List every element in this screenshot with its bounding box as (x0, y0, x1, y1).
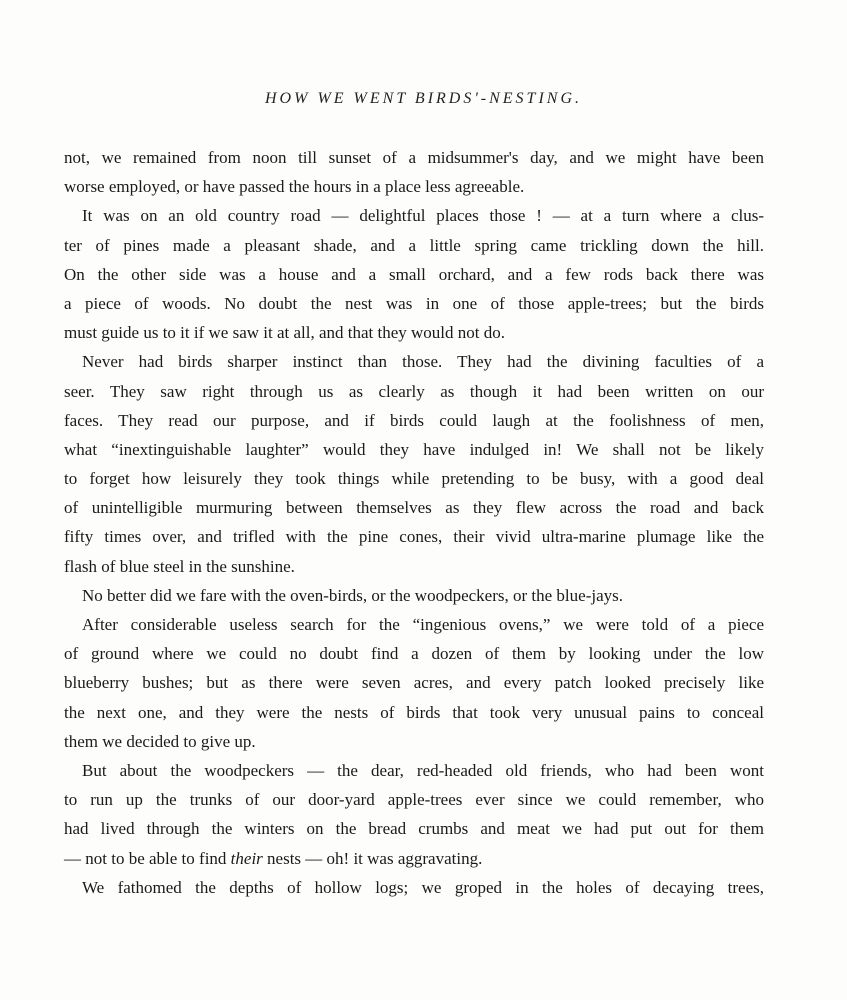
text-line: Never had birds sharper instinct than those. They had the divining faculties of a (82, 352, 764, 372)
text-line: flash of blue steel in the sunshine. (64, 556, 295, 576)
text-line: We fathomed the depths of hollow logs; we groped in the holes of decaying trees, (82, 877, 764, 897)
running-head: HOW WE WENT BIRDS'-NESTING. (265, 90, 582, 107)
text-line: faces. They read our purpose, and if birds could laugh at the foolishness of men, (64, 410, 764, 430)
text-line: had lived through the winters on the bread crumbs and meat we had put out for them (64, 819, 764, 839)
text-segment: nests — oh! it was aggravating. (262, 848, 483, 868)
text-line: blueberry bushes; but as there were seven acres, and every patch looked precisely like (64, 673, 764, 693)
text-line: fifty times over, and trifled with the pine cones, their vivid ultra-marine plumage like the (64, 527, 764, 547)
text-line: seer. They saw right through us as clearly as though it had been written on our (64, 381, 764, 401)
text-line: No better did we fare with the oven-birds, or the woodpeckers, or the blue-jays. (82, 585, 623, 605)
text-line-mixed (64, 844, 764, 873)
text-line: what “inextinguishable laughter” would they have indulged in! We shall not be likely (64, 439, 764, 459)
text-line: them we decided to give up. (64, 731, 256, 751)
text-line: to forget how leisurely they took things while pretending to be busy, with a good deal (64, 469, 764, 489)
text-line: a piece of woods. No doubt the nest was in one of those apple-trees; but the birds (64, 293, 764, 313)
text-line: to run up the trunks of our door-yard apple-trees ever since we could remember, who (64, 790, 764, 810)
text-line: ter of pines made a pleasant shade, and a little spring came trickling down the hill. (64, 235, 764, 255)
text-line: must guide us to it if we saw it at all, and that they would not do. (64, 323, 505, 343)
text-line: It was on an old country road — delightful places those ! — at a turn where a clus- (82, 206, 764, 226)
text-line: not, we remained from noon till sunset of a midsummer's day, and we might have been (64, 148, 764, 167)
text-line: of ground where we could no doubt find a dozen of them by looking under the low (64, 644, 764, 664)
text-line: of unintelligible murmuring between themselves as they flew across the road and back (64, 498, 764, 518)
text-segment: — not to be able to find (64, 848, 231, 868)
text-line: But about the woodpeckers — the dear, red-headed old friends, who had been wont (82, 760, 764, 780)
text-line: the next one, and they were the nests of birds that took very unusual pains to conceal (64, 702, 764, 722)
text-line: After considerable useless search for the “ingenious ovens,” we were told of a piece (82, 615, 764, 634)
body-text (64, 143, 764, 902)
italic-word: their (230, 848, 263, 868)
text-line: On the other side was a house and a small orchard, and a few rods back there was (64, 264, 764, 284)
text-line: worse employed, or have passed the hours in a place less agreeable. (64, 177, 525, 197)
